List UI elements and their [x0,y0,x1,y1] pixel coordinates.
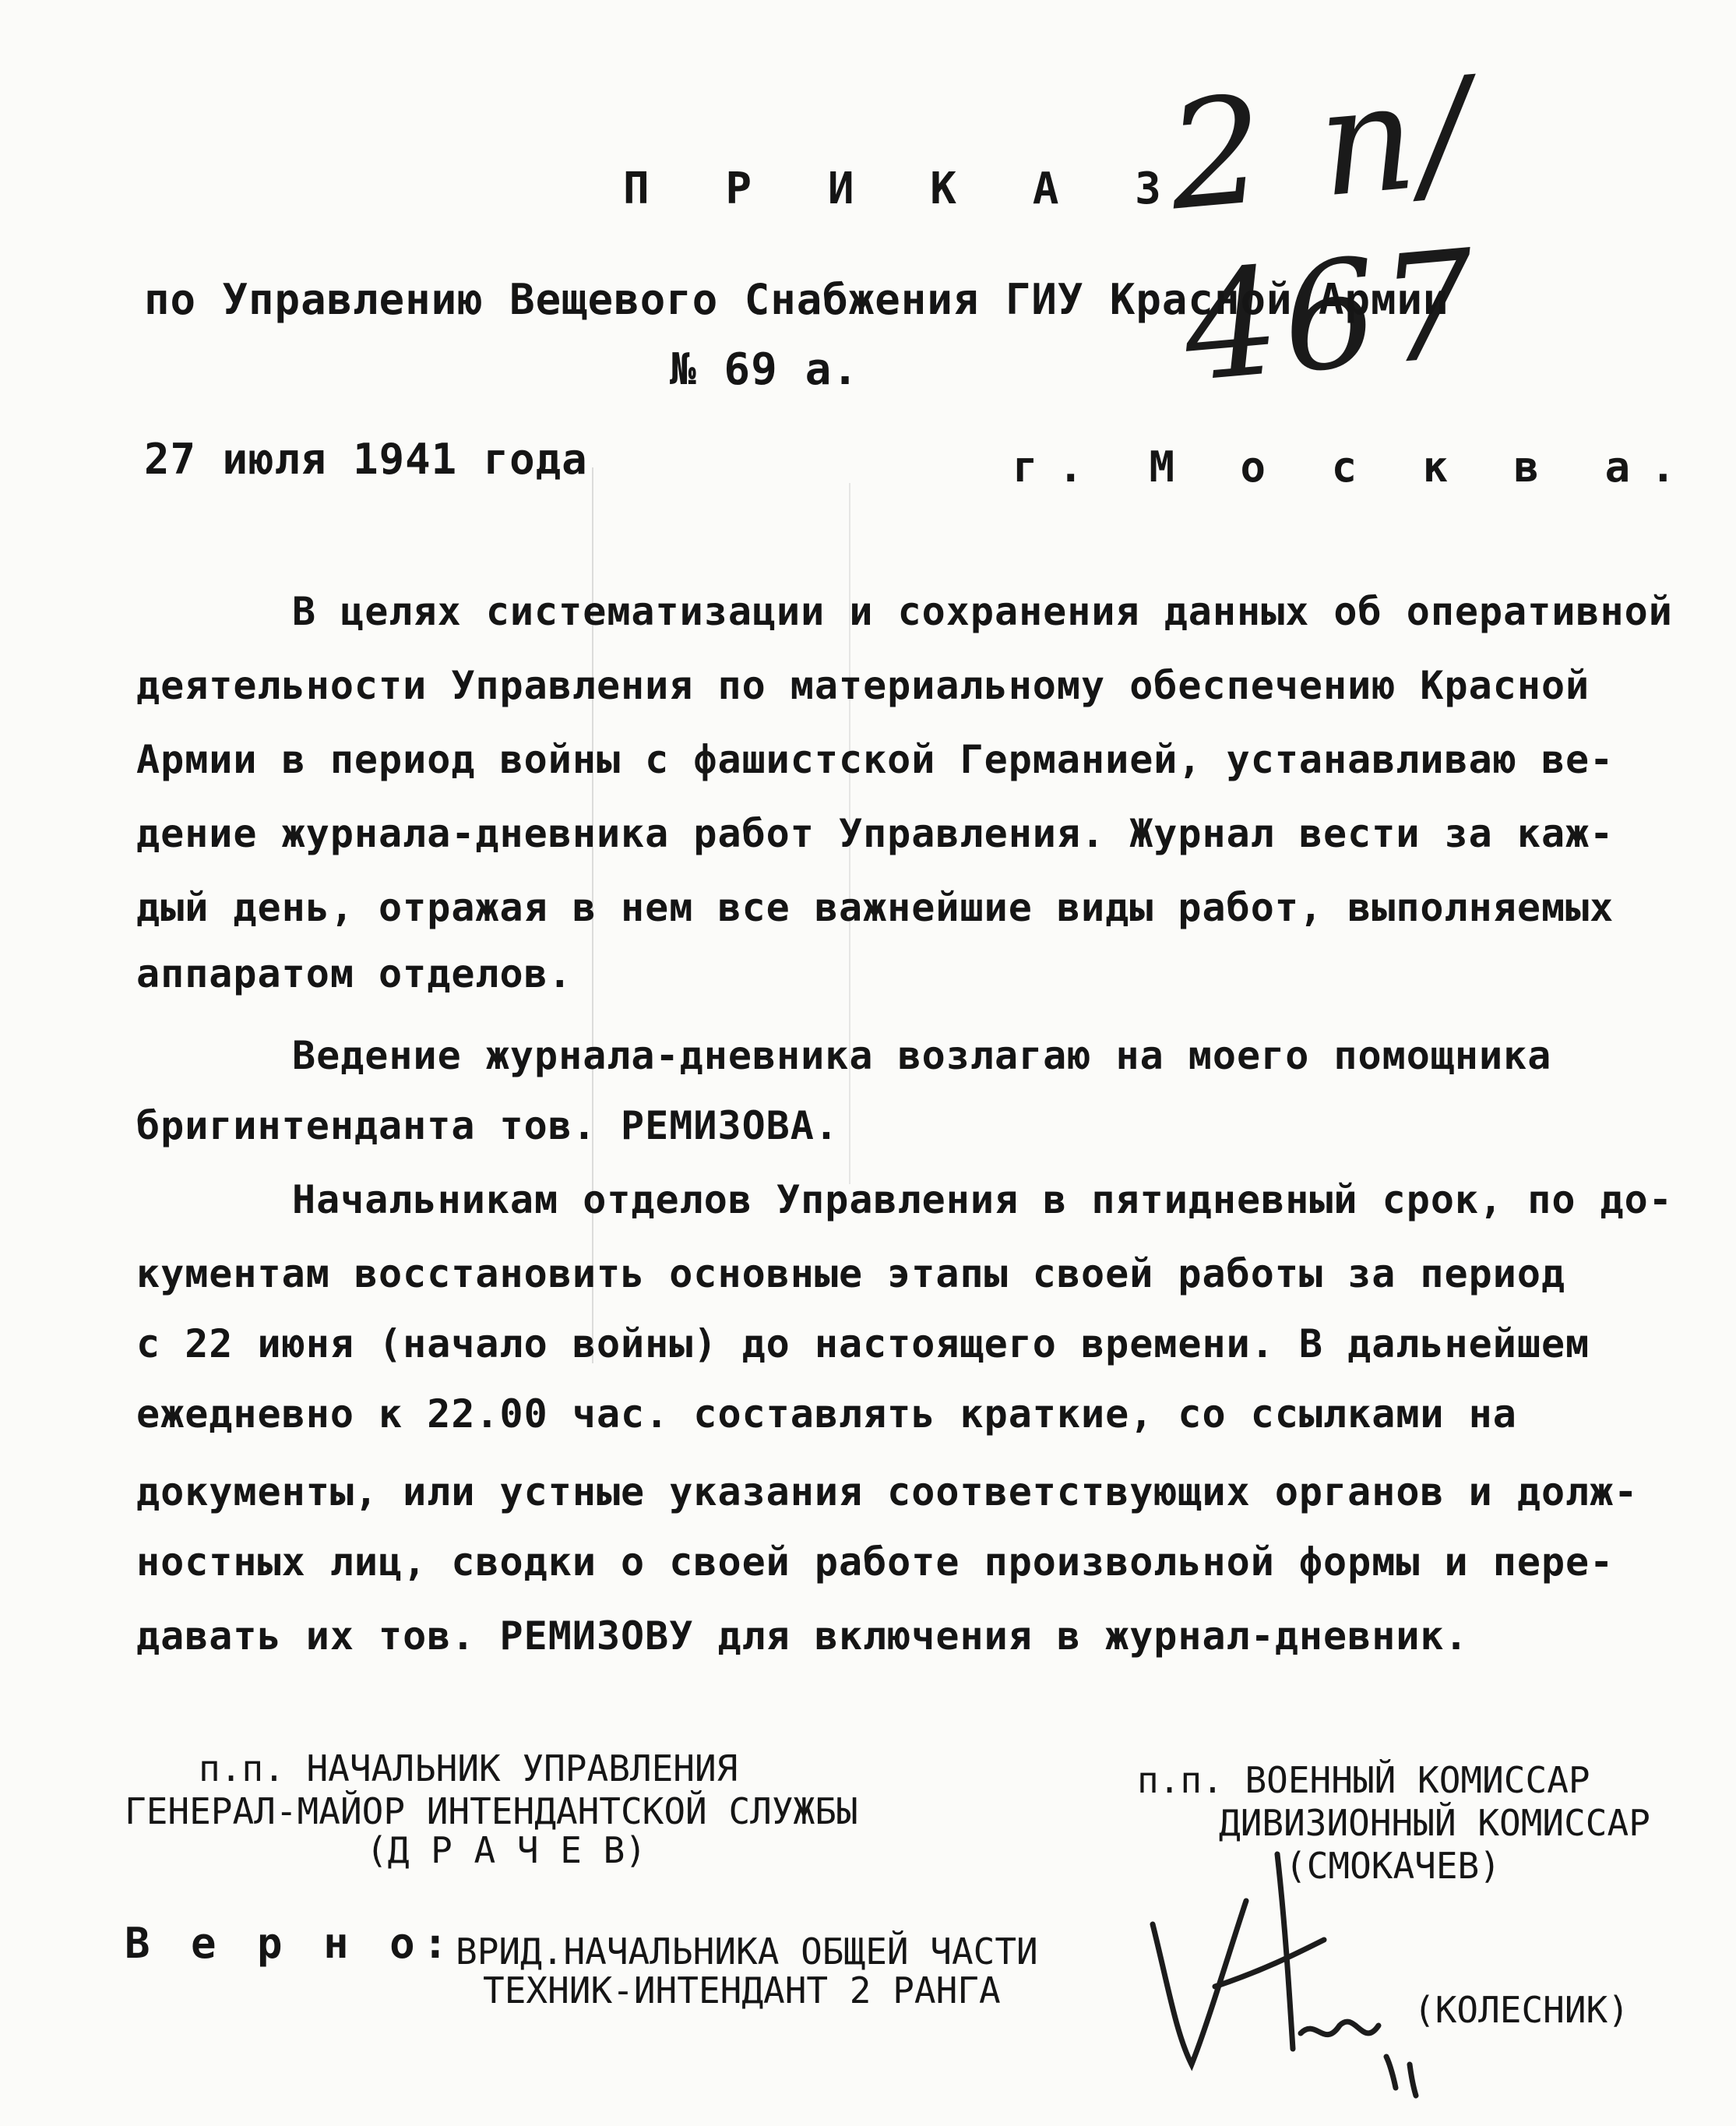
paragraph-line: давать их тов. РЕМИЗОВУ для включения в журнал-дневник. [136,1613,1469,1659]
paragraph-line: дый день, отражая в нем все важнейшие виды работ, выполняемых [136,885,1615,930]
paragraph-line: деятельности Управления по материальному обеспечению Красной [136,663,1590,708]
left-signatory-position: п.п. НАЧАЛЬНИК УПРАВЛЕНИЯ [199,1747,738,1789]
paragraph-line: ежедневно к 22.00 час. составлять краткие, со ссылками на [136,1391,1517,1437]
right-signatory-position: п.п. ВОЕННЫЙ КОМИССАР [1137,1759,1590,1801]
paragraph-line: кументам восстановить основные этапы своей работы за период [136,1251,1566,1296]
document-title: П Р И К А З [623,164,1186,214]
verifier-rank: ТЕХНИК-ИНТЕНДАНТ 2 РАНГА [483,1969,1001,2011]
right-signatory-rank: ДИВИЗИОННЫЙ КОМИССАР [1219,1802,1650,1844]
paragraph-line: дение журнала-дневника работ Управления. Журнал вести за каж- [136,811,1615,856]
order-city: г. М о с к в а. [1012,442,1696,492]
paragraph-line: Ведение журнала-дневника возлагаю на моего помощника [292,1033,1552,1078]
document-subtitle: по Управлению Вещевого Снабжения ГИУ Красной Армии [144,275,1449,324]
paragraph-line: бригинтенданта тов. РЕМИЗОВА. [136,1103,839,1148]
paragraph-line: Начальникам отделов Управления в пятидневный срок, по до- [292,1177,1673,1222]
paragraph-line: В целях систематизации и сохранения данных об оперативной [292,589,1673,634]
paragraph-line: ностных лиц, сводки о своей работе произвольной формы и пере- [136,1539,1615,1585]
handwritten-signature [1122,1831,1449,2111]
order-date: 27 июля 1941 года [144,435,588,484]
left-signatory-name: (Д Р А Ч Е В) [366,1829,647,1871]
right-signatory-name: (СМОКАЧЕВ) [1285,1845,1501,1887]
verified-label: В е р н о: [125,1919,456,1968]
order-number: № 69 а. [670,344,860,395]
paragraph-line: документы, или устные указания соответствующих органов и долж- [136,1469,1639,1514]
handwritten-archive-number: 2 п/ 467 [1162,45,1488,415]
verifier-name: (КОЛЕСНИК) [1414,1989,1629,2031]
verifier-position: ВРИД.НАЧАЛЬНИКА ОБЩЕЙ ЧАСТИ [456,1930,1038,1973]
paragraph-line: Армии в период войны с фашистской Германией, устанавливаю ве- [136,737,1615,782]
paragraph-line: аппаратом отделов. [136,951,572,996]
paragraph-line: с 22 июня (начало войны) до настоящего времени. В дальнейшем [136,1321,1590,1366]
left-signatory-rank: ГЕНЕРАЛ-МАЙОР ИНТЕНДАНТСКОЙ СЛУЖБЫ [125,1790,858,1832]
